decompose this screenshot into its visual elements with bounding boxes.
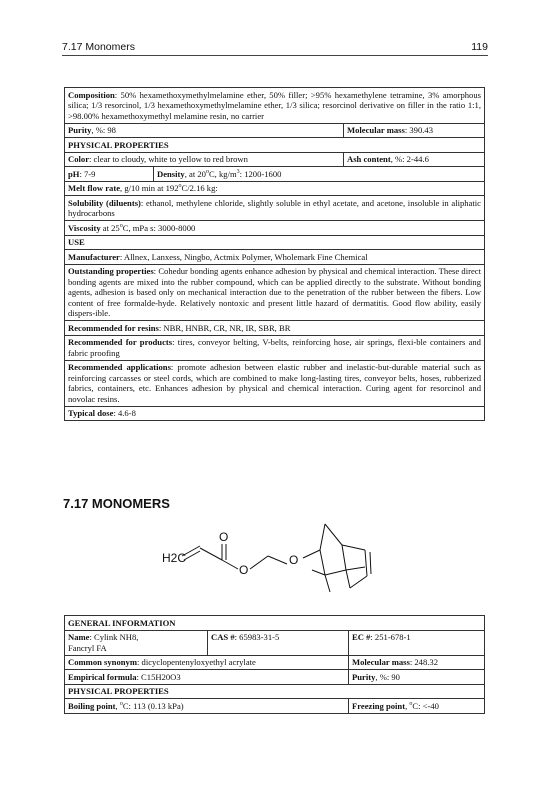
table-row [65, 167, 485, 182]
table-row [65, 221, 485, 236]
table-row [65, 335, 485, 360]
table-row [65, 655, 485, 670]
manufacturer-cell: Manufacturer: Allnex, Lanxess, Ningbo, Actmix Polymer, Wholemark Fine Chemical [65, 250, 485, 265]
cas-cell: CAS #: 65983-31-5 [208, 630, 349, 655]
viscosity-cell: Viscosity at 25$^o$C, mPa s: 3000-8000 [65, 221, 485, 236]
solubility-cell: Solubility (diluents): ethanol, methylene chloride, slightly soluble in ethyl acetate, and acetone, insoluble in aliphatic hydrocarbons [65, 196, 485, 221]
section-title: 7.17 MONOMERS [63, 496, 170, 511]
chemical-structure [160, 520, 390, 602]
table-row [65, 321, 485, 336]
header-rule [62, 55, 488, 56]
molecular-mass-cell: Molecular mass: 390.43 [344, 123, 485, 138]
table-row [65, 616, 485, 631]
freezing-point-cell: Freezing point, $^o$C: <-40 [349, 699, 485, 714]
monomer-data-table [64, 615, 485, 714]
boiling-point-cell: Boiling point, $^o$C: 113 (0.13 kPa) [65, 699, 349, 714]
ash-content-cell: Ash content, %: 2-44.6 [344, 152, 485, 167]
ec-cell: EC #: 251-678-1 [349, 630, 485, 655]
table-row [65, 670, 485, 685]
typical-dose-cell: Typical dose: 4.6-8 [65, 406, 485, 421]
ph-cell: pH: 7-9 [65, 167, 154, 182]
purity-cell: Purity, %: 90 [349, 670, 485, 685]
previous-product-table [64, 87, 485, 421]
recommended-products-cell: Recommended for products: tires, conveyor belting, V-belts, reinforcing hose, air springs, flexi-ble containers and fabric proofing [65, 335, 485, 360]
table-row [65, 235, 485, 250]
recommended-applications-cell: Recommended applications: promote adhesion between elastic rubber and inelastic-but-durable material such as reinforcing carcasses or steel cords, which are combined to make long-lasting tires, conveyor belts, hoses, rubberized fabrics, containers, etc. Enhances adhesion by physical and chemical interaction. Curing agent for resorcinol and novolac resins. [65, 360, 485, 406]
outstanding-properties-cell: Outstanding properties: Cohedur bonding agents enhance adhesion by physical and chemical interaction. These direct bonding agents are mixed into the rubber compound, which can be applied directly to the substrate. Without bonding agents, adhesion is based only on mechanical interaction due to the penetration of the rubber between the fibers. Low content of free formalde-hyde. Relatively nontoxic and present little hazard of dermatitis. Good flow ability, easily dispers-ible. [65, 264, 485, 321]
general-information-heading: GENERAL INFORMATION [65, 616, 485, 631]
table-row [65, 152, 485, 167]
composition-cell: Composition: 50% hexamethoxymethylmelamine ether, 50% filler; >95% hexamethylene tetramine, 3% amorphous silica; 1/3 resorcinol, 1/3 hexamethoxymethylmelamine ether, 1/3 silica; resorcinol derivative on filler in the ratio 1:1, >98.00% hexamethoxymethyl melamine resin, no carrier [65, 88, 485, 124]
density-cell: Density, at 20$^o$C, $kg/m^3$: 1200-1600 [154, 167, 485, 182]
table-row [65, 123, 485, 138]
molecular-mass-cell: Molecular mass: 248.32 [349, 655, 485, 670]
recommended-resins-cell: Recommended for resins: NBR, HNBR, CR, NR, IR, SBR, BR [65, 321, 485, 336]
table-row [65, 88, 485, 124]
table-row [65, 250, 485, 265]
physical-properties-heading: PHYSICAL PROPERTIES [65, 684, 485, 699]
h2c-label: H2C [162, 551, 187, 565]
ether-oxygen-label: O [289, 553, 299, 567]
table-row [65, 196, 485, 221]
running-section-title: 7.17 Monomers [62, 41, 135, 53]
table-row [65, 181, 485, 196]
ester-oxygen-label: O [239, 563, 249, 577]
common-synonym-cell: Common synonym: dicyclopentenyloxyethyl acrylate [65, 655, 349, 670]
table-row [65, 138, 485, 153]
physical-properties-heading: PHYSICAL PROPERTIES [65, 138, 485, 153]
table-row [65, 360, 485, 406]
table-row [65, 406, 485, 421]
color-cell: Color: clear to cloudy, white to yellow to red brown [65, 152, 344, 167]
melt-flow-rate-cell: Melt flow rate, g/10 min at 192$^o$C/2.16 kg: [65, 181, 485, 196]
table-row [65, 630, 485, 655]
purity-cell: Purity, %: 98 [65, 123, 344, 138]
carbonyl-oxygen-label: O [219, 530, 229, 544]
table-row [65, 264, 485, 321]
table-row [65, 699, 485, 714]
use-heading: USE [65, 235, 485, 250]
page-number: 119 [471, 41, 488, 53]
name-cell: Name: Cylink NH8, Fancryl FA [65, 630, 208, 655]
empirical-formula-cell: Empirical formula: C15H20O3 [65, 670, 349, 685]
table-row [65, 684, 485, 699]
